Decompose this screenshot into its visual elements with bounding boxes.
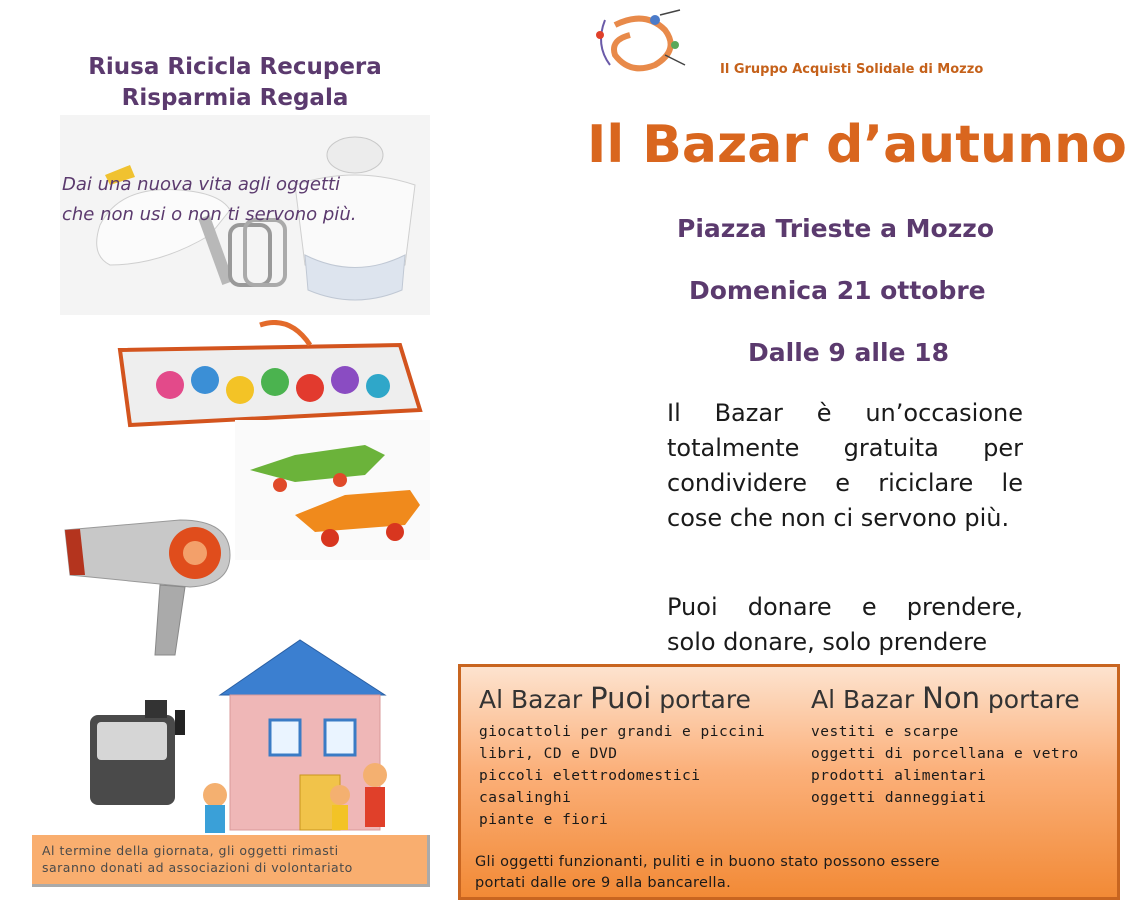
description-line: Il Bazar è un’occasione [667, 399, 1023, 427]
list-item: oggetti danneggiati [811, 790, 987, 806]
bring-list [479, 721, 765, 831]
tagline-line-1: Riusa Ricicla Recupera [88, 54, 382, 80]
list-item: libri, CD e DVD [479, 746, 618, 762]
footnote-box [32, 835, 430, 887]
event-hours: Dalle 9 alle 18 [748, 338, 949, 367]
list-item: piccoli elettrodomestici [479, 768, 701, 784]
toy-bag-image [110, 320, 430, 435]
subtitle-line-2: che non usi o non ti servono più. [62, 204, 357, 225]
donation-line: Puoi donare e prendere, [667, 593, 1023, 621]
list-item: vestiti e scarpe [811, 724, 959, 740]
description-paragraph [667, 396, 1023, 536]
footnote-line-2: saranno donati ad associazioni di volontariato [42, 860, 353, 875]
page-title: Il Bazar d’autunno [587, 115, 1127, 175]
subtitle-line-1: Dai una nuova vita agli oggetti [62, 174, 341, 195]
toaster-image [85, 690, 195, 820]
bring-heading: Al Bazar Puoi portare [479, 681, 751, 715]
tagline-line-2: Risparmia Regala [121, 85, 349, 111]
donation-paragraph [667, 590, 1023, 660]
bottom-note [475, 852, 1115, 894]
dont-bring-list [811, 721, 1079, 809]
description-line: condividere e riciclare le [667, 469, 1023, 497]
list-item: prodotti alimentari [811, 768, 987, 784]
gas-logo [585, 5, 690, 80]
list-item: giocattoli per grandi e piccini [479, 724, 766, 740]
bottom-note-line-2: portati dalle ore 9 alla bancarella. [475, 875, 731, 891]
event-place: Piazza Trieste a Mozzo [677, 214, 994, 243]
description-line: cose che non ci servono più. [667, 504, 1010, 532]
event-date: Domenica 21 ottobre [689, 276, 986, 305]
description-line: totalmente gratuita per [667, 434, 1023, 462]
dont-bring-heading: Al Bazar Non portare [811, 681, 1080, 715]
bottom-note-line-1: Gli oggetti funzionanti, puliti e in buono stato possono essere [475, 854, 940, 870]
wooden-crocodiles-image [235, 420, 430, 560]
list-item: piante e fiori [479, 812, 609, 828]
list-item: oggetti di porcellana e vetro [811, 746, 1079, 762]
subtitle [62, 170, 422, 230]
footnote-line-1: Al termine della giornata, gli oggetti rimasti [42, 843, 339, 858]
group-name: Il Gruppo Acquisti Solidale di Mozzo [720, 62, 984, 77]
list-item: casalinghi [479, 790, 572, 806]
tagline [60, 52, 410, 114]
toy-house-image [200, 635, 415, 835]
donation-line: solo donare, solo prendere [667, 628, 988, 656]
